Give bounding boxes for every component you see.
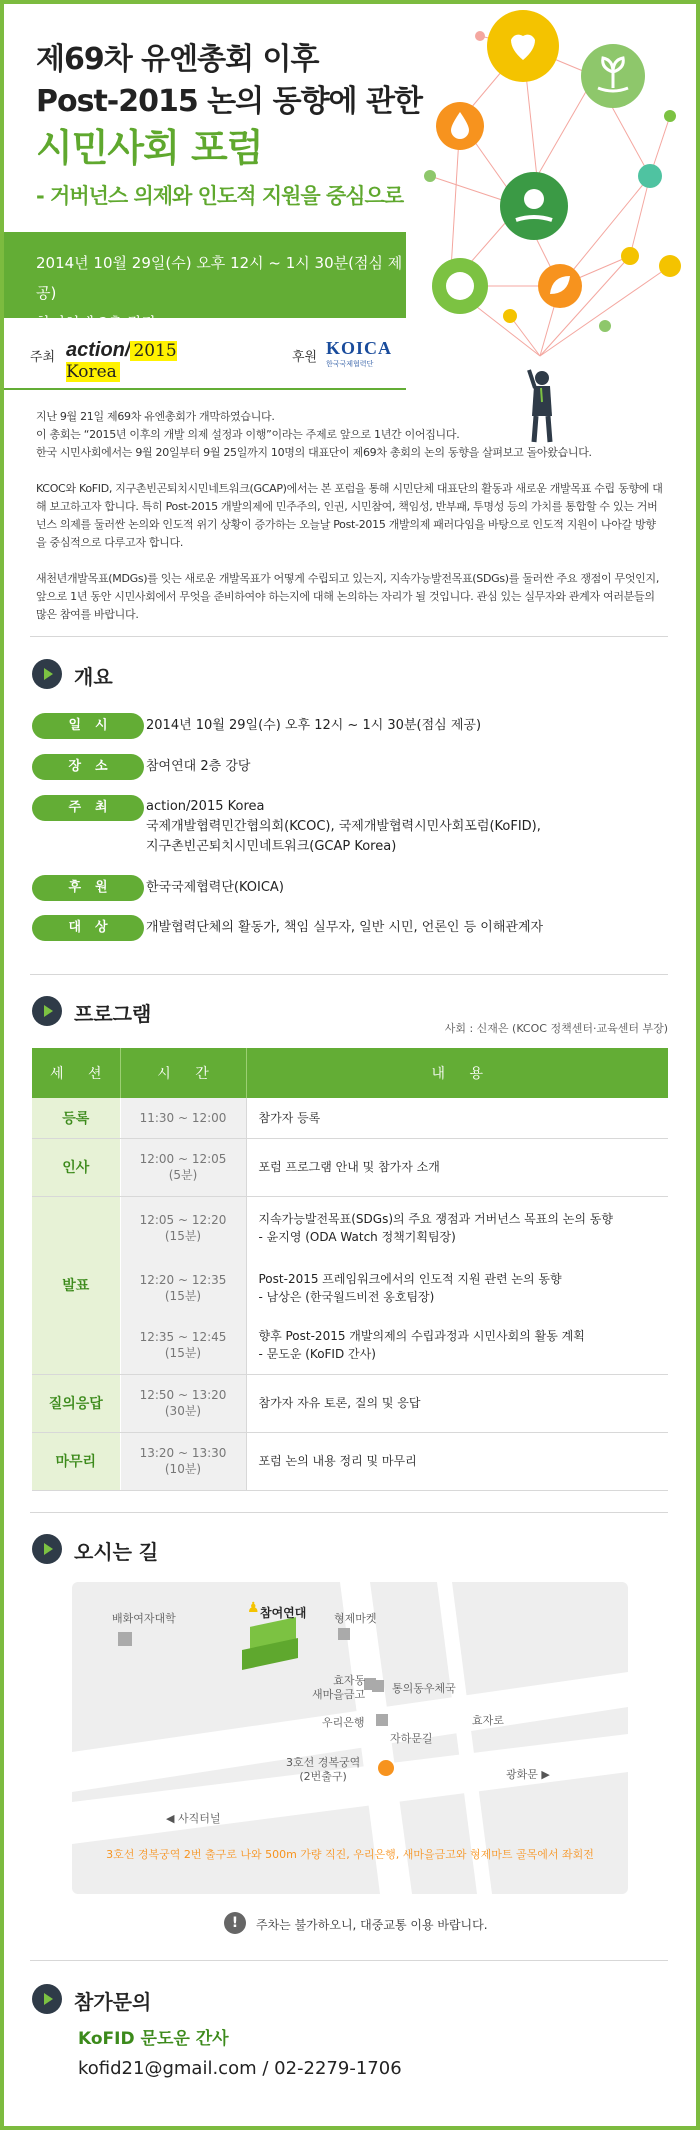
table-row [32, 1138, 668, 1196]
table-row [32, 1374, 668, 1432]
content-cell: 포럼 논의 내용 정리 및 마무리 [246, 1432, 668, 1490]
overview-title: 개요 [74, 665, 113, 689]
content-cell: 지속가능발전목표(SDGs)의 주요 쟁점과 거버넌스 목표의 논의 동향 - 윤지영 (ODA Watch 정책기획팀장) [246, 1196, 668, 1260]
time-cell: 12:20 ~ 12:35 (15분) [120, 1260, 246, 1316]
header-session: 세 션 [32, 1048, 120, 1098]
map-label-tongui: 통의동우체국 [392, 1682, 456, 1695]
header-time: 시 간 [120, 1048, 246, 1098]
overview-row [32, 795, 144, 821]
time-cell: 11:30 ~ 12:00 [120, 1098, 246, 1138]
overview-value: action/2015 Korea 국제개발협력민간협의회(KCOC), 국제개발협력시민사회포럼(KoFID), 지구촌빈곤퇴치시민네트워크(GCAP Korea) [146, 799, 541, 854]
network-illustration [420, 6, 690, 446]
coin-icon [524, 189, 544, 209]
host-label: 주최 [30, 350, 56, 365]
session-cell: 등록 [32, 1098, 120, 1138]
content-cell: 참가자 등록 [246, 1098, 668, 1138]
node-dot [424, 170, 436, 182]
overview-value: 참여연대 2층 강당 [146, 759, 251, 774]
map-label-woori: 우리은행 [322, 1716, 365, 1729]
time-cell: 13:20 ~ 13:30 (10분) [120, 1432, 246, 1490]
content-cell: 포럼 프로그램 안내 및 참가자 소개 [246, 1138, 668, 1196]
koica-logo: KOICA 한국국제협력단 [326, 338, 393, 368]
session-cell: 인사 [32, 1138, 120, 1196]
program-title: 프로그램 [74, 1002, 152, 1026]
globe-icon [446, 272, 474, 300]
time-cell: 12:00 ~ 12:05 (5분) [120, 1138, 246, 1196]
divider [30, 974, 668, 975]
map-label-mart: 형제마켓 [334, 1612, 377, 1625]
program-table [32, 1048, 668, 1491]
content-cell: 참가자 자유 토론, 질의 및 응답 [246, 1374, 668, 1432]
info-icon: ! [224, 1912, 246, 1934]
table-header-row [32, 1048, 668, 1098]
session-cell: 질의응답 [32, 1374, 120, 1432]
map-label-hyojaro: 효자로 [472, 1714, 504, 1727]
title-line-3: 시민사회 포럼 [36, 126, 263, 170]
sponsor-divider [4, 388, 406, 390]
time-cell: 12:05 ~ 12:20 (15분) [120, 1196, 246, 1260]
station-marker [378, 1760, 394, 1776]
overview-value: 한국국제협력단(KOICA) [146, 880, 284, 895]
map-label-hyoja-bank: 효자동 새마을금고 [312, 1674, 366, 1701]
play-icon [32, 1984, 62, 2014]
node-dot [599, 320, 611, 332]
map-label-chamyeo: 참여연대 [260, 1606, 307, 1620]
contact-title: 참가문의 [74, 1990, 152, 2014]
divider [30, 1512, 668, 1513]
map-label-sajik: ◀ 사직터널 [166, 1812, 221, 1825]
title-line-2: Post-2015 논의 동향에 관한 [36, 84, 422, 119]
overview-row [32, 754, 144, 780]
table-row [32, 1260, 668, 1316]
map-label-gwanghwamun: 광화문 ▶ [506, 1768, 550, 1781]
overview-row [32, 713, 144, 739]
building-marker [376, 1714, 388, 1726]
building-marker [338, 1628, 350, 1640]
play-icon [32, 1534, 62, 1564]
location-map[interactable] [72, 1582, 628, 1894]
intro-paragraph-2: KCOC와 KoFID, 지구촌빈곤퇴치시민네트워크(GCAP)에서는 본 포럼을 통해 시민단체 대표단의 활동과 새로운 개발목표 수립 동향에 대해 보고하고자 합니다. 특히 Post-2015 개발의제에 민주주의, 인권, 시민참여, 책임성, 반부패, 투명성 등의 가치를 통합할 수 있는 거버넌스 의제를 둘러싼 논의와 인도적 위기 상황이 증가하는 오늘날 Post-2015 개발의제 패러다임을 바탕으로 인도적 지원이 나아갈 방향을 중심적으로 다루고자 합니다. [36, 482, 663, 549]
divider [30, 636, 668, 637]
overview-row [32, 875, 144, 901]
session-cell: 발표 [32, 1196, 120, 1374]
overview-label: 대상 [32, 915, 144, 941]
directions-title: 오시는 길 [74, 1540, 159, 1564]
node-dot [503, 309, 517, 323]
building-marker [372, 1680, 384, 1692]
table-row [32, 1316, 668, 1374]
contact-name: KoFID 문도운 간사 [78, 2029, 229, 2049]
session-cell: 마무리 [32, 1432, 120, 1490]
event-venue: 참여연대 2층 강당 [36, 314, 157, 332]
support-label: 후원 [292, 350, 318, 365]
intro-paragraph-3: 새천년개발목표(MDGs)를 잇는 새로운 개발목표가 어떻게 수립되고 있는지, 지속가능발전목표(SDGs)를 둘러싼 주요 쟁점이 무엇인지, 앞으로 1년 동안 시민사회에서 무엇을 준비하여야 하는지에 대해 논의하는 자리가 될 것입니다. 관심 있는 실무자와 관계자 여러분들의 많은 참여를 바랍니다. [36, 572, 660, 621]
node-dot [638, 164, 662, 188]
event-date: 2014년 10월 29일(수) 오후 12시 ~ 1시 30분(점심 제공) [36, 254, 403, 302]
title-line-1: 제69차 유엔총회 이후 [36, 42, 319, 77]
overview-value: 개발협력단체의 활동가, 책임 실무자, 일반 시민, 언론인 등 이해관계자 [146, 920, 544, 935]
overview-label: 후원 [32, 875, 144, 901]
node-dot [664, 110, 676, 122]
table-row [32, 1196, 668, 1260]
intro-text [36, 408, 666, 642]
node-dot [621, 247, 639, 265]
overview-value: 2014년 10월 29일(수) 오후 12시 ~ 1시 30분(점심 제공) [146, 718, 482, 733]
overview-label: 일시 [32, 713, 144, 739]
parking-notice: 주차는 불가하오니, 대중교통 이용 바랍니다. [256, 1918, 488, 1932]
overview-row [32, 915, 144, 941]
time-cell: 12:35 ~ 12:45 (15분) [120, 1316, 246, 1374]
content-cell: 향후 Post-2015 개발의제의 수립과정과 시민사회의 활동 계획 - 문도운 (KoFID 간사) [246, 1316, 668, 1374]
play-icon [32, 659, 62, 689]
table-row [32, 1432, 668, 1490]
overview-label: 주최 [32, 795, 144, 821]
time-cell: 12:50 ~ 13:20 (30분) [120, 1374, 246, 1432]
map-label-jahamun: 자하문길 [390, 1732, 433, 1745]
building-marker [118, 1632, 132, 1646]
node-dot [475, 31, 485, 41]
content-cell: Post-2015 프레임워크에서의 인도적 지원 관련 논의 동향 - 남상은 (한국월드비전 옹호팀장) [246, 1260, 668, 1316]
contact-info[interactable]: kofid21@gmail.com / 02-2279-1706 [78, 2058, 402, 2079]
map-label-station: 3호선 경복궁역 (2번출구) [286, 1756, 361, 1783]
date-box [4, 232, 406, 332]
divider [30, 1960, 668, 1961]
action2015-logo: action/ 2015 Korea [66, 339, 177, 382]
header-content: 내 용 [246, 1048, 668, 1098]
play-icon [32, 996, 62, 1026]
route-description: 3호선 경복궁역 2번 출구로 나와 500m 가량 직진, 우리은행, 새마을금고와 형제마트 골목에서 좌회전 [106, 1848, 594, 1861]
node-dot [659, 255, 681, 277]
map-label-ewha: 배화여자대학 [112, 1612, 176, 1625]
intro-paragraph-1: 지난 9월 21일 제69차 유엔총회가 개막하였습니다. 이 총회는 “2015년 이후의 개발 의제 설정과 이행”이라는 주제로 앞으로 1년간 이어집니다. 한국 시민사회에서는 9월 20일부터 9월 25일까지 10명의 대표단이 제69차 총회의 논의 동향을 살펴보고 돌아왔습니다. [36, 410, 592, 459]
moderator-note: 사회 : 신재은 (KCOC 정책센터·교육센터 부장) [444, 1022, 668, 1035]
table-row [32, 1098, 668, 1138]
people-icon: ♟ [247, 1600, 260, 1616]
overview-label: 장소 [32, 754, 144, 780]
subtitle: - 거버넌스 의제와 인도적 지원을 중심으로 [36, 184, 404, 208]
